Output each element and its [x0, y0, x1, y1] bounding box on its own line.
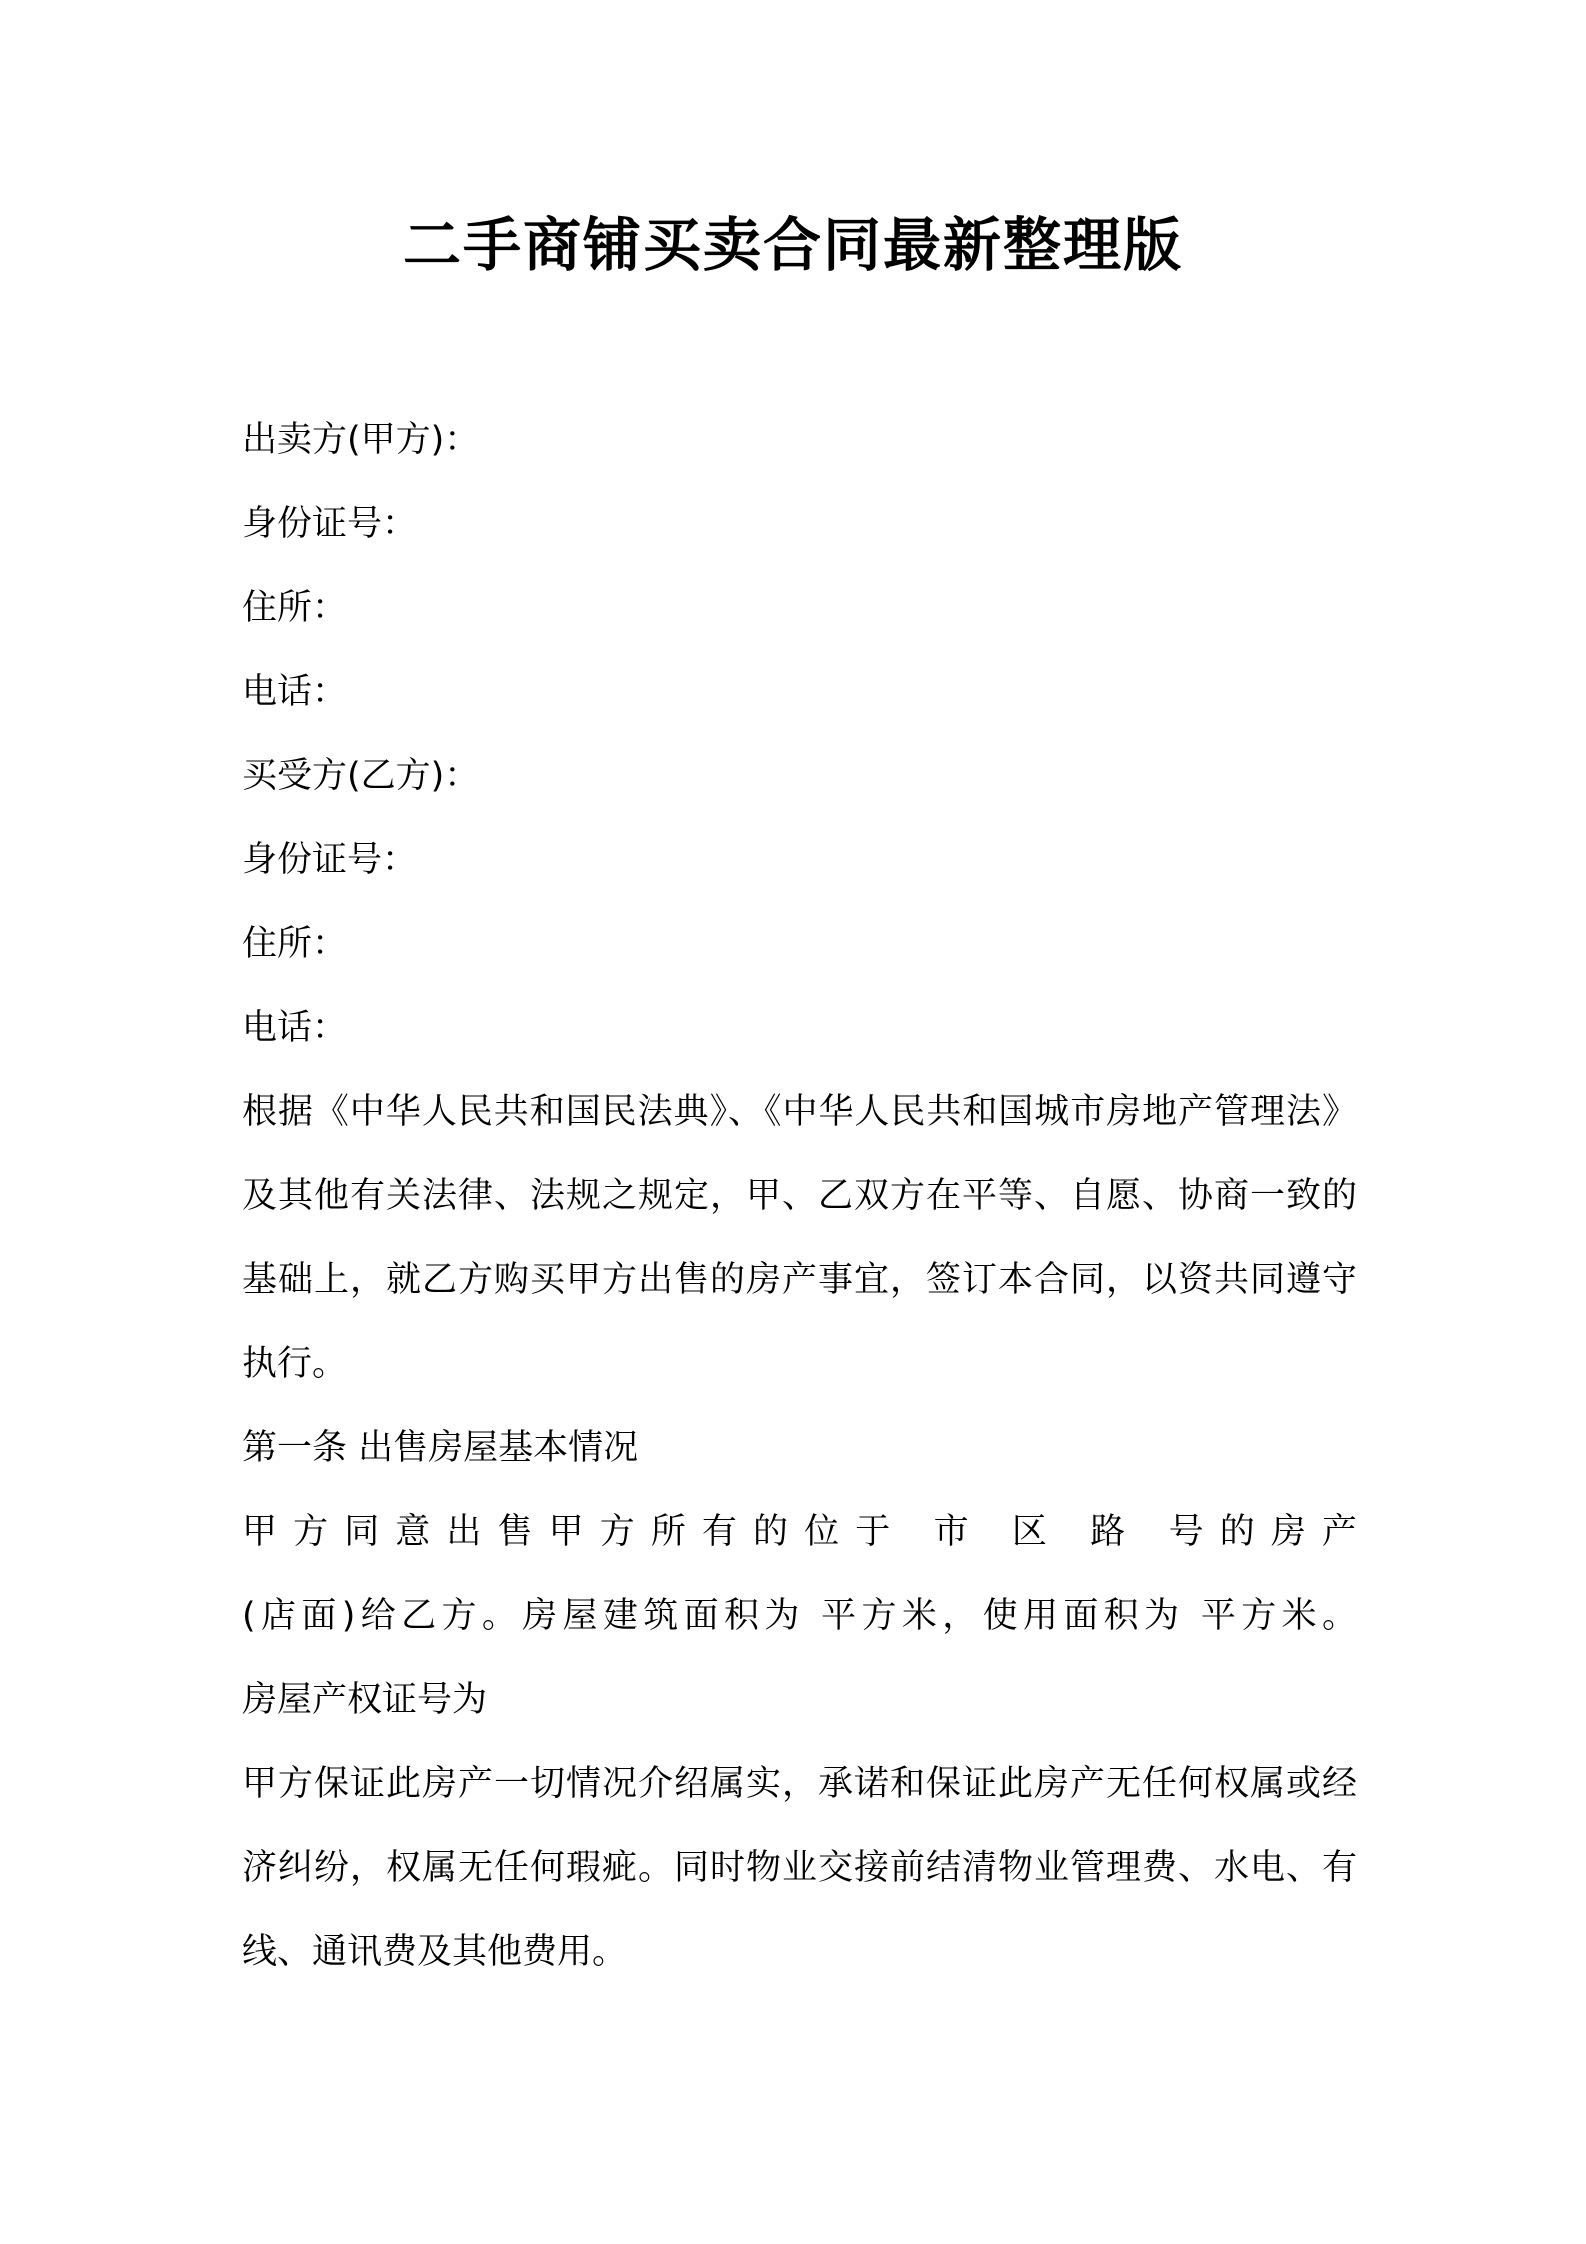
- article1-guarantee-paragraph: 甲方保证此房产一切情况介绍属实，承诺和保证此房产无任何权属或经济纠纷，权属无任何瑕疵。同时物业交接前结清物业管理费、水电、有线、通讯费及其他费用。: [242, 1764, 1357, 1972]
- area-suffix: 平方米。: [1200, 1596, 1357, 1636]
- buyer-address-label: 住所：: [242, 924, 348, 964]
- seller-label: 出卖方(甲方)：: [242, 420, 480, 460]
- location-prefix: 甲方同意出售甲方所有的位于: [242, 1512, 907, 1552]
- preamble-paragraph: 根据《中华人民共和国民法典》、《中华人民共和国城市房地产管理法》及其他有关法律、法规之规定，甲、乙双方在平等、自愿、协商一致的基础上，就乙方购买甲方出售的房产事宜，签订本合同，以资共同遵守执行。: [242, 1092, 1357, 1384]
- location-district: 区: [1011, 1512, 1064, 1552]
- seller-address-label: 住所：: [242, 588, 348, 628]
- buyer-id-label: 身份证号：: [242, 840, 418, 880]
- buyer-label: 买受方(乙方)：: [242, 756, 480, 796]
- article1-cert-label: 房屋产权证号为: [242, 1680, 488, 1720]
- location-city: 市: [933, 1512, 985, 1552]
- buyer-phone-label: 电话：: [242, 1008, 348, 1048]
- document-title: 二手商铺买卖合同最新整理版: [402, 211, 1183, 279]
- seller-phone-label: 电话：: [242, 672, 348, 712]
- area-mid: 平方米，使用面积为: [821, 1596, 1185, 1636]
- seller-id-label: 身份证号：: [242, 504, 418, 544]
- article1-area-line: [242, 1574, 1357, 1658]
- location-road: 路: [1090, 1512, 1142, 1552]
- article1-location-line: [242, 1490, 1357, 1574]
- area-prefix: (店面)给乙方。房屋建筑面积为: [242, 1596, 805, 1636]
- contract-body: [242, 398, 1357, 1994]
- location-number-suffix: 号的房产: [1168, 1512, 1357, 1552]
- article1-heading: 第一条 出售房屋基本情况: [242, 1428, 639, 1468]
